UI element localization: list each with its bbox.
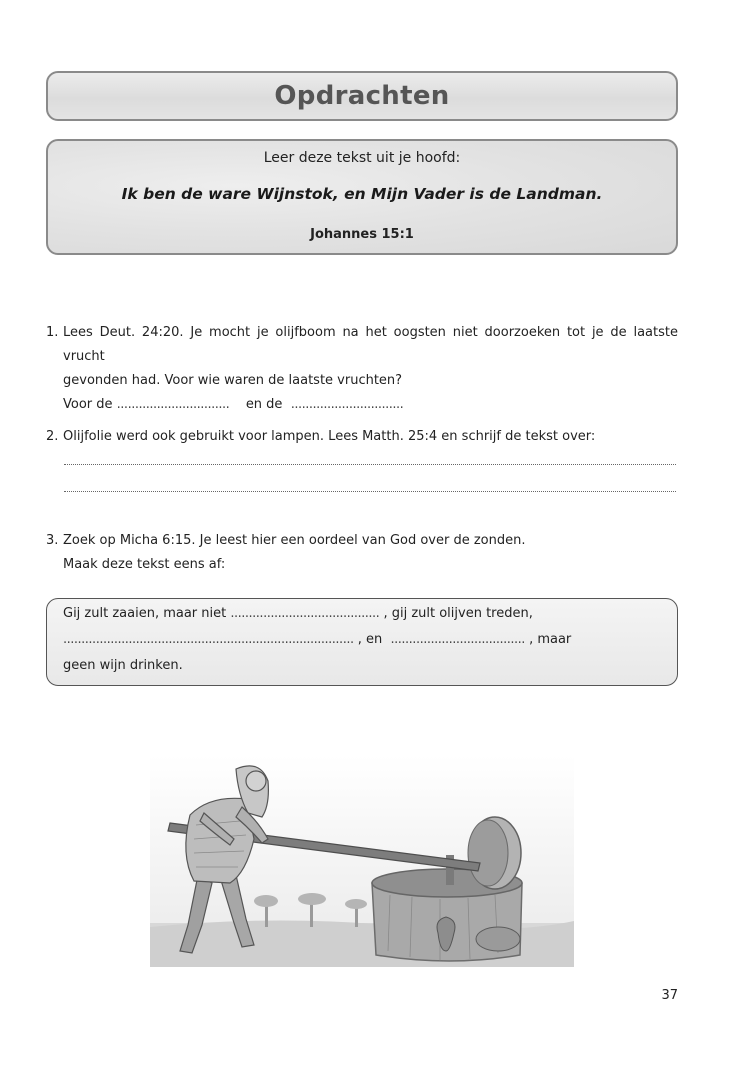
question-number: 3. xyxy=(46,533,59,548)
fill-in-text: Gij zult zaaien, maar niet xyxy=(63,606,227,621)
fill-in-blank[interactable]: ......................................... xyxy=(230,606,380,621)
verse-intro: Leer deze tekst uit je hoofd: xyxy=(263,150,461,166)
fill-in-row xyxy=(63,606,533,621)
fill-in-text: , en xyxy=(357,632,383,647)
memory-verse-box xyxy=(46,139,678,255)
page-title: Opdrachten xyxy=(274,81,450,111)
writing-line[interactable] xyxy=(64,490,676,492)
page-number: 37 xyxy=(661,988,678,1003)
verse-text: Ik ben de ware Wijnstok, en Mijn Vader is de Landman. xyxy=(121,185,603,203)
question-1 xyxy=(46,321,678,417)
question-text-line: gevonden had. Voor wie waren de laatste vruchten? xyxy=(63,373,403,388)
question-text-line: Zoek op Micha 6:15. Je leest hier een oordeel van God over de zonden. xyxy=(63,533,526,548)
fill-in-blank[interactable]: ..................................... xyxy=(390,632,525,647)
answer-prefix: Voor de xyxy=(63,397,113,412)
question-number: 2. xyxy=(46,429,59,444)
fill-in-text: , maar xyxy=(529,632,572,647)
question-text-line: Olijfolie werd ook gebruikt voor lampen. Lees Matth. 25:4 en schrijf de tekst over: xyxy=(63,429,596,444)
answer-line xyxy=(46,393,678,417)
answer-middle: en de xyxy=(245,397,283,412)
fill-in-blank[interactable]: ................................................................................ xyxy=(63,632,354,647)
verse-reference: Johannes 15:1 xyxy=(310,227,414,242)
answer-blank[interactable]: ............................... xyxy=(116,397,230,412)
olive-press-illustration xyxy=(150,755,574,967)
fill-in-text: , gij zult olijven treden, xyxy=(383,606,533,621)
fill-in-row xyxy=(63,632,571,647)
writing-line[interactable] xyxy=(64,463,676,465)
fill-in-row: geen wijn drinken. xyxy=(63,658,183,673)
fill-in-box xyxy=(46,598,678,686)
title-banner xyxy=(46,71,678,121)
question-text-line: Maak deze tekst eens af: xyxy=(63,557,226,572)
answer-blank[interactable]: ............................... xyxy=(290,397,404,412)
question-text-line: Lees Deut. 24:20. Je mocht je olijfboom na het oogsten niet doorzoeken tot je de laatste vrucht xyxy=(63,325,678,364)
question-3 xyxy=(46,529,678,577)
question-2 xyxy=(46,425,678,449)
question-number: 1. xyxy=(46,325,59,340)
